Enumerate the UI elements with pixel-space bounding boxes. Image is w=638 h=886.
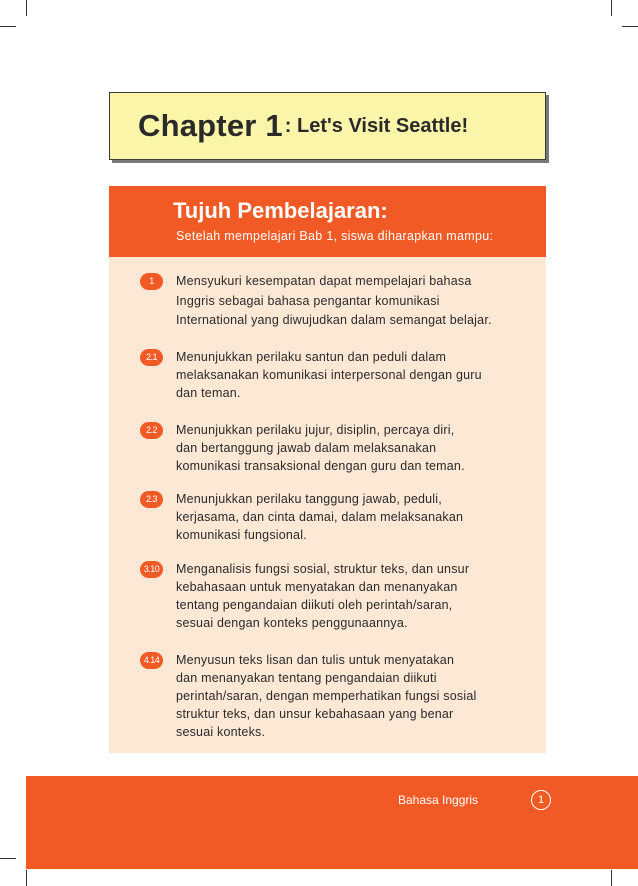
crop-mark xyxy=(0,26,16,27)
objective-code-badge: 2.3 xyxy=(140,491,163,508)
objective-text: Menganalisis fungsi sosial, struktur teks, dan unsur kebahasaan untuk menyatakan dan menanyakan tentang pengandaian diikuti oleh perintah/saran, sesuai dengan konteks penggunaannya. xyxy=(176,562,470,630)
chapter-subtitle: : Let's Visit Seattle! xyxy=(284,114,469,137)
objectives-title: Tujuh Pembelajaran: xyxy=(173,198,388,223)
objective-text: Menyusun teks lisan dan tulis untuk menyatakan dan menanyakan tentang pengandaian diikuti perintah/saran, dengan memperhatikan fungsi sosial struktur teks, dan unsur kebahasaan yang benar sesuai konteks. xyxy=(176,653,477,739)
objectives-header xyxy=(109,186,546,257)
objective-code-badge: 3.10 xyxy=(140,561,163,578)
objective-code-badge: 4.14 xyxy=(140,652,163,669)
objective-text: Menunjukkan perilaku santun dan peduli dalam melaksanakan komunikasi interpersonal dengan guru dan teman. xyxy=(176,350,482,400)
objective-text: Menunjukkan perilaku tanggung jawab, peduli, kerjasama, dan cinta damai, dalam melaksanakan komunikasi fungsional. xyxy=(176,492,464,542)
footer-band xyxy=(26,776,638,869)
learning-objectives-panel xyxy=(109,186,546,753)
page-number: 1 xyxy=(531,790,551,810)
crop-mark xyxy=(622,26,638,27)
crop-mark xyxy=(26,870,27,886)
crop-mark xyxy=(611,870,612,886)
objective-text: Mensyukuri kesempatan dapat mempelajari bahasa Inggris sebagai bahasa pengantar komunikasi International yang diwujudkan dalam semangat belajar. xyxy=(176,274,492,327)
footer-book-title: Bahasa Inggris xyxy=(398,793,479,807)
objective-code-badge: 2.2 xyxy=(140,422,163,439)
chapter-number: Chapter 1 xyxy=(138,108,283,143)
objective-text: Menunjukkan perilaku jujur, disiplin, percaya diri, dan bertanggung jawab dalam melaksanakan komunikasi transaksional dengan guru dan teman. xyxy=(176,423,465,473)
objective-code-badge: 2.1 xyxy=(140,349,163,366)
crop-mark xyxy=(0,858,16,859)
objective-code-badge: 1 xyxy=(140,273,163,290)
chapter-title-box xyxy=(109,92,546,160)
objectives-intro: Setelah mempelajari Bab 1, siswa diharapkan mampu: xyxy=(176,229,494,243)
crop-mark xyxy=(611,0,612,16)
crop-mark xyxy=(26,0,27,16)
